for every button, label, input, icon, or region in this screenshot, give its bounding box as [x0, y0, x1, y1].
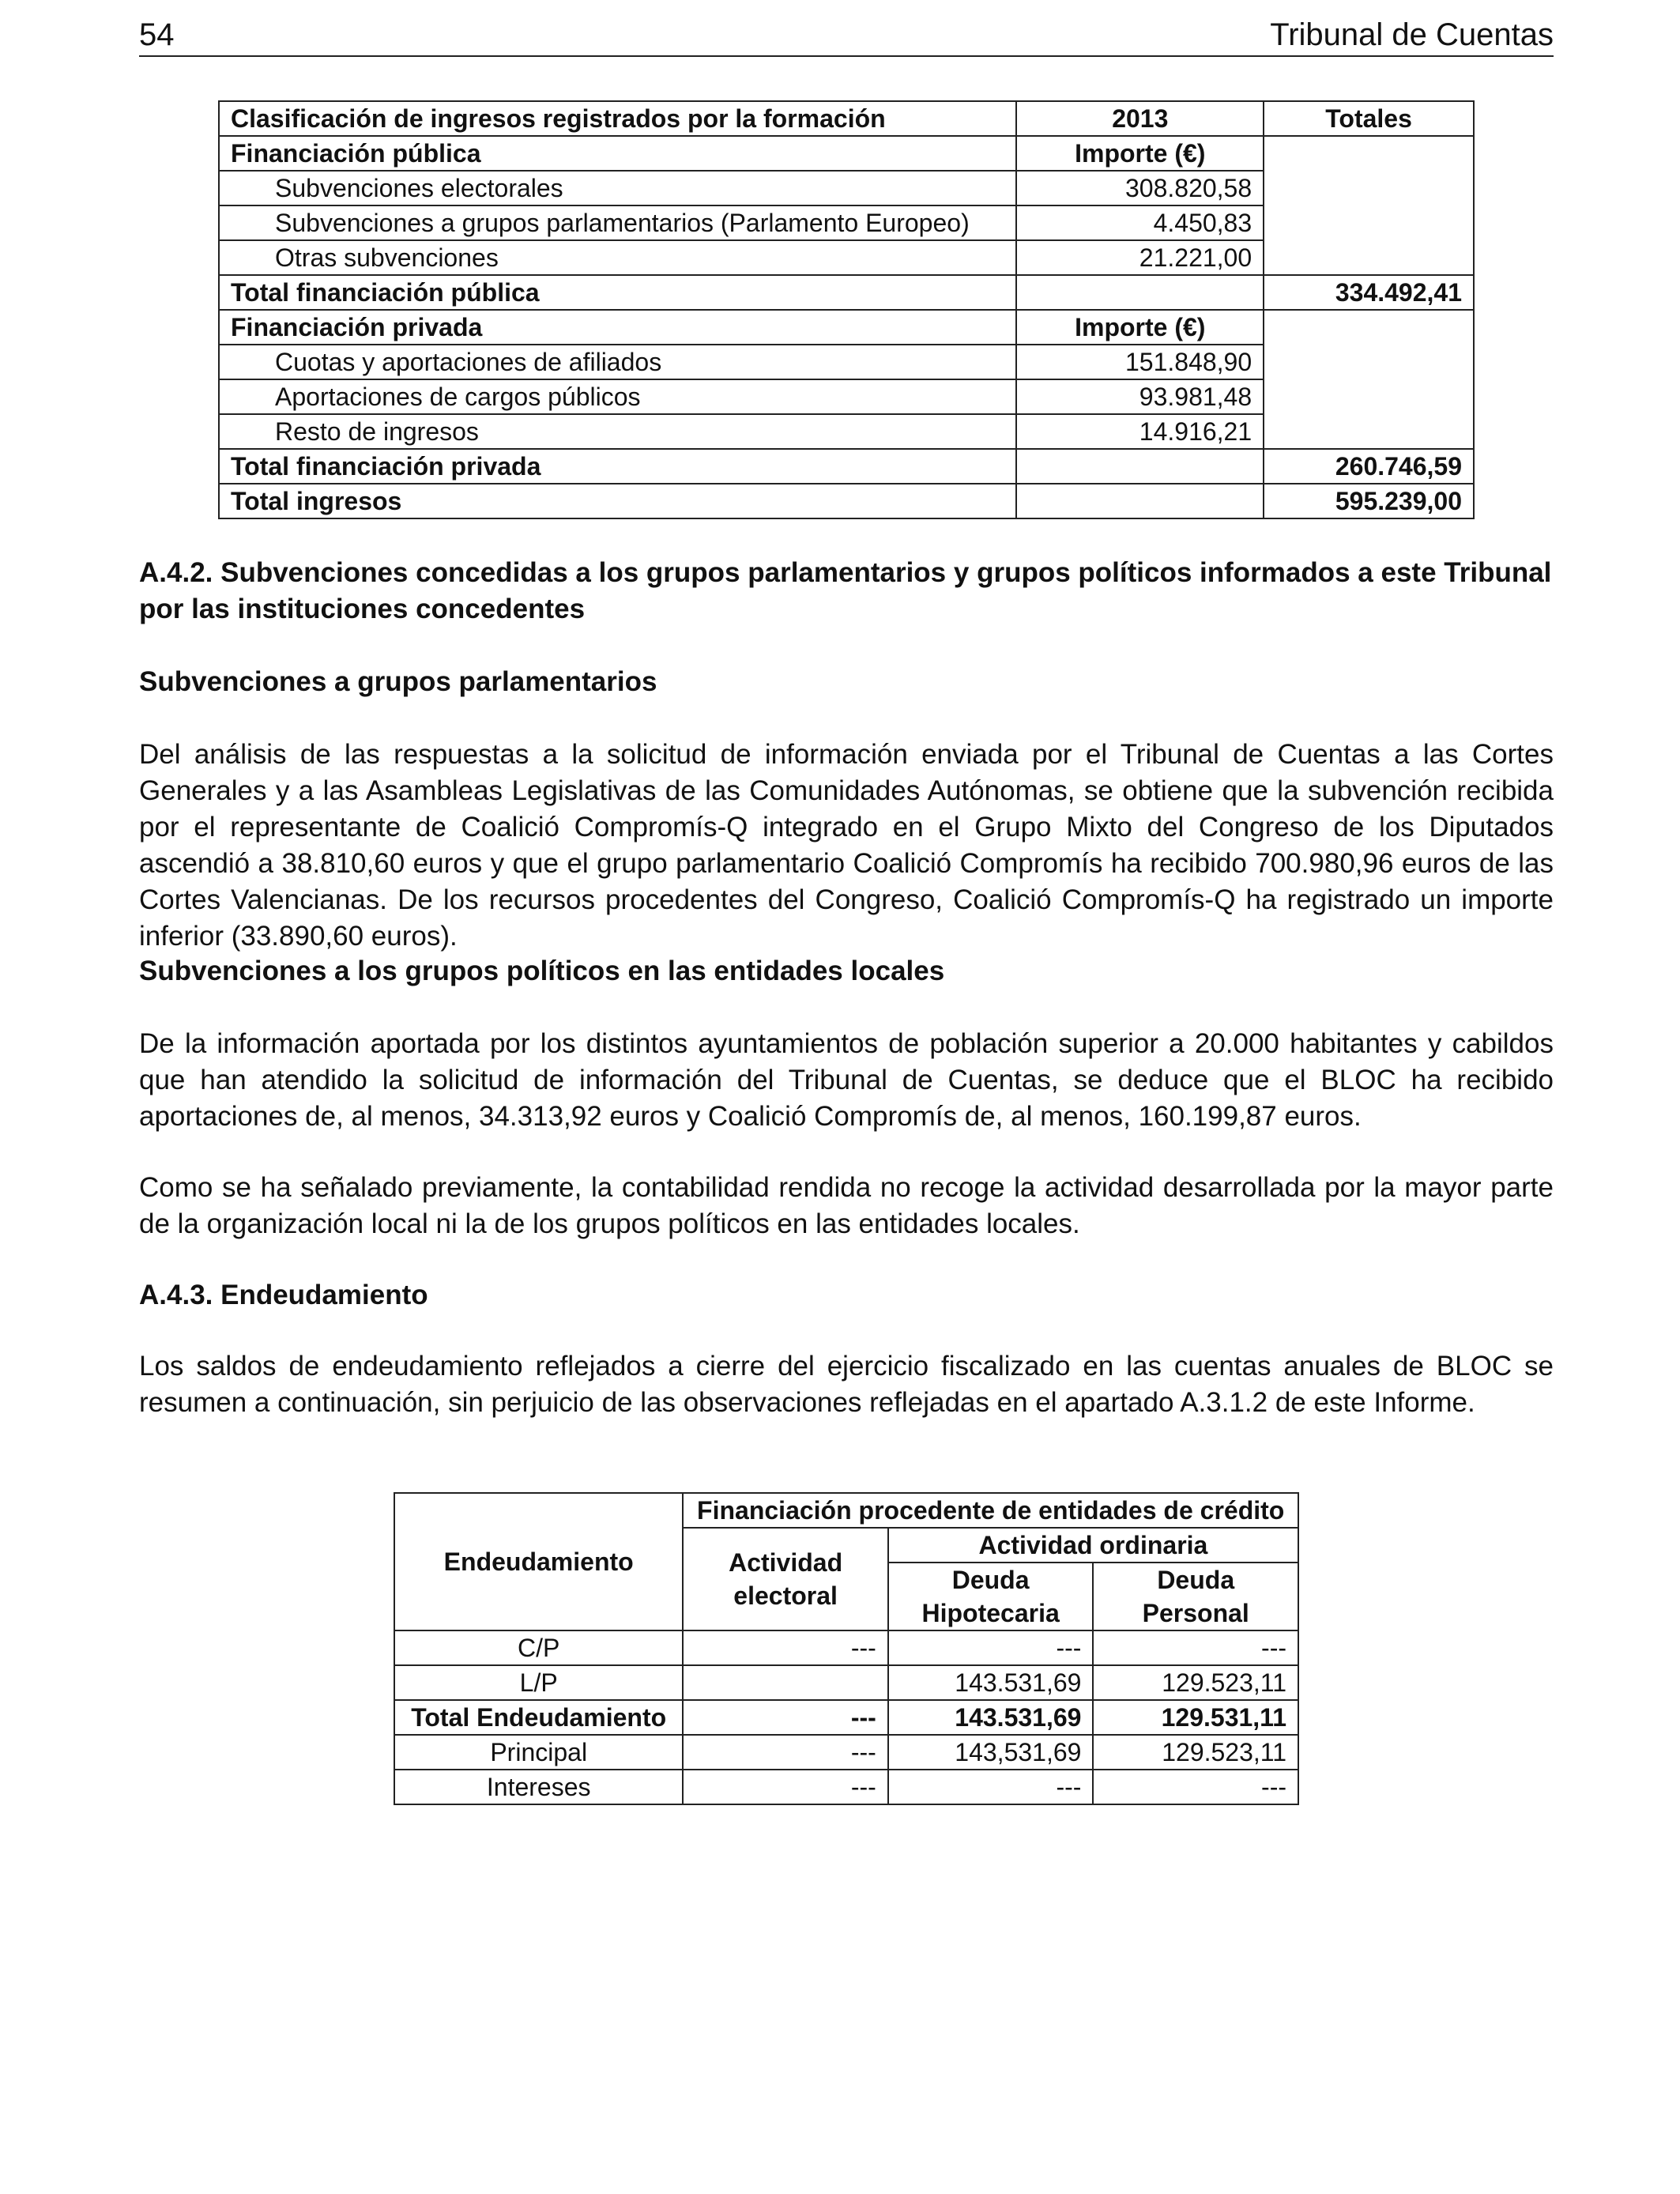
row-label: Cuotas y aportaciones de afiliados: [219, 345, 1016, 379]
private-total-value: 260.746,59: [1264, 449, 1474, 484]
income-table: [218, 100, 1475, 519]
subheading-local: Subvenciones a los grupos políticos en las entidades locales: [139, 956, 945, 986]
public-import-label: Importe (€): [1016, 136, 1264, 171]
cell-hipotecaria: 143.531,69: [888, 1665, 1094, 1700]
row-label: Intereses: [394, 1770, 683, 1804]
table-row: [219, 205, 1474, 240]
page-header: [139, 17, 1554, 57]
cell-personal: 129.531,11: [1093, 1700, 1298, 1735]
paragraph-accounting: Como se ha señalado previamente, la contabilidad rendida no recoge la actividad desarrollada por la mayor parte de la organización local ni la de los grupos políticos en las entidades locales.: [139, 1172, 1554, 1239]
row-value: 21.221,00: [1016, 240, 1264, 275]
header-electoral: Actividad electoral: [683, 1528, 887, 1630]
table-row: [219, 275, 1474, 310]
col-header-totals: Totales: [1264, 101, 1474, 136]
page-number: 54: [139, 17, 175, 52]
header-hipotecaria: Deuda Hipotecaria: [888, 1563, 1094, 1630]
table-row: [219, 414, 1474, 449]
section-heading-a43: A.4.3. Endeudamiento: [139, 1280, 428, 1310]
grand-total-label: Total ingresos: [219, 484, 1016, 518]
row-value: 4.450,83: [1016, 205, 1264, 240]
row-value: 14.916,21: [1016, 414, 1264, 449]
cell-electoral: ---: [683, 1630, 887, 1665]
header-endeudamiento: Endeudamiento: [394, 1493, 683, 1630]
table-row: [219, 240, 1474, 275]
table-row: [219, 449, 1474, 484]
col-header-year: 2013: [1016, 101, 1264, 136]
table-row: [394, 1665, 1298, 1700]
row-label: Subvenciones electorales: [219, 171, 1016, 205]
table-row: [219, 171, 1474, 205]
debt-table: [394, 1492, 1299, 1805]
row-value: 151.848,90: [1016, 345, 1264, 379]
header-title: Tribunal de Cuentas: [1270, 17, 1554, 52]
private-import-label: Importe (€): [1016, 310, 1264, 345]
public-section-label: Financiación pública: [219, 136, 1016, 171]
cell-hipotecaria: ---: [888, 1770, 1094, 1804]
cell-personal: ---: [1093, 1770, 1298, 1804]
table-row: [219, 484, 1474, 518]
row-label: Aportaciones de cargos públicos: [219, 379, 1016, 414]
cell-hipotecaria: 143,531,69: [888, 1735, 1094, 1770]
paragraph-debt: Los saldos de endeudamiento reflejados a cierre del ejercicio fiscalizado en las cuentas anuales de BLOC se resumen a continuación, sin perjuicio de las observaciones reflejadas en el apartado A.3.1.2 de este Informe.: [139, 1351, 1554, 1418]
table-row: [219, 310, 1474, 345]
table-row-total: [394, 1700, 1298, 1735]
row-label: Total Endeudamiento: [394, 1700, 683, 1735]
table-row: [394, 1493, 1298, 1528]
cell-personal: 129.523,11: [1093, 1665, 1298, 1700]
cell-hipotecaria: ---: [888, 1630, 1094, 1665]
cell-hipotecaria: 143.531,69: [888, 1700, 1094, 1735]
table-row: [219, 101, 1474, 136]
public-total-value: 334.492,41: [1264, 275, 1474, 310]
header-financiacion: Financiación procedente de entidades de crédito: [683, 1493, 1298, 1528]
row-label: L/P: [394, 1665, 683, 1700]
cell-electoral: ---: [683, 1700, 887, 1735]
row-label: Subvenciones a grupos parlamentarios (Parlamento Europeo): [219, 205, 1016, 240]
cell-personal: ---: [1093, 1630, 1298, 1665]
grand-total-value: 595.239,00: [1264, 484, 1474, 518]
cell-electoral: ---: [683, 1735, 887, 1770]
section-heading-a42: A.4.2. Subvenciones concedidas a los grupos parlamentarios y grupos políticos informados a este Tribunal por las instituciones concedentes: [139, 557, 1552, 624]
row-label: Resto de ingresos: [219, 414, 1016, 449]
cell-electoral: [683, 1665, 887, 1700]
paragraph-parliamentary: Del análisis de las respuestas a la solicitud de información enviada por el Tribunal de Cuentas a las Cortes Generales y a las Asambleas Legislativas de las Comunidades Autónomas, se obtiene que la subvención recibida por el representante de Coalició Compromís-Q integrado en el Grupo Mixto del Congreso de los Diputados ascendió a 38.810,60 euros y que el grupo parlamentario Coalició Compromís ha recibido 700.980,96 euros de las Cortes Valencianas. De los recursos procedentes del Congreso, Coalició Compromís-Q ha registrado un importe inferior (33.890,60 euros).: [139, 739, 1554, 952]
cell-electoral: ---: [683, 1770, 887, 1804]
public-total-label: Total financiación pública: [219, 275, 1016, 310]
row-label: C/P: [394, 1630, 683, 1665]
col-header-classification: Clasificación de ingresos registrados por la formación: [219, 101, 1016, 136]
private-total-label: Total financiación privada: [219, 449, 1016, 484]
table-row: [219, 379, 1474, 414]
paragraph-local: De la información aportada por los distintos ayuntamientos de población superior a 20.000 habitantes y cabildos que han atendido la solicitud de información del Tribunal de Cuentas, se deduce que el BLOC ha recibido aportaciones de, al menos, 34.313,92 euros y Coalició Compromís de, al menos, 160.199,87 euros.: [139, 1028, 1554, 1132]
header-personal: Deuda Personal: [1093, 1563, 1298, 1630]
row-value: 308.820,58: [1016, 171, 1264, 205]
table-row: [394, 1630, 1298, 1665]
row-label: Principal: [394, 1735, 683, 1770]
cell-personal: 129.523,11: [1093, 1735, 1298, 1770]
subheading-parliamentary: Subvenciones a grupos parlamentarios: [139, 666, 657, 697]
table-row: [219, 345, 1474, 379]
header-ordinaria: Actividad ordinaria: [888, 1528, 1298, 1563]
row-label: Otras subvenciones: [219, 240, 1016, 275]
row-value: 93.981,48: [1016, 379, 1264, 414]
table-row: [394, 1770, 1298, 1804]
table-row: [219, 136, 1474, 171]
table-row: [394, 1735, 1298, 1770]
private-section-label: Financiación privada: [219, 310, 1016, 345]
